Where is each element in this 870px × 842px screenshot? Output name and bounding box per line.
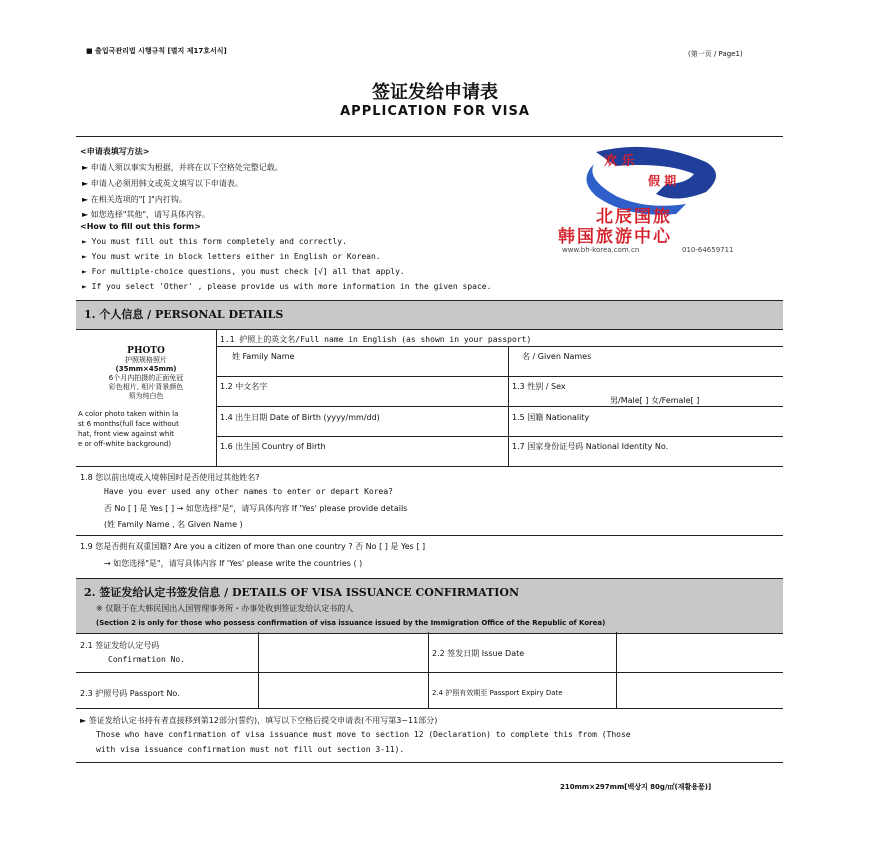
divider: [76, 708, 783, 709]
nationality-field[interactable]: 1.5 国籍 Nationality: [512, 413, 590, 422]
instruction-item: ► 申请人必须用韩文或英文填写以下申请表。: [82, 179, 243, 188]
divider: [258, 632, 259, 708]
instruction-item: ► 在相关选项的"[ ]"内打钩。: [82, 195, 187, 204]
photo-instruction: 6个月内拍摄的正面免冠: [108, 374, 184, 382]
section2-footer-cn: ► 签证发给认定书持有者直接移到第12部分(誓约)，填写以下空格后提交申请表(不用写第3~11部分): [80, 716, 438, 725]
logo-url: www.bh-korea.com.cn: [562, 246, 640, 254]
logo-phone: 010-64659711: [682, 246, 734, 254]
family-name-field[interactable]: 姓 Family Name: [232, 352, 295, 361]
photo-instruction: hat, front view against whit: [78, 430, 175, 438]
question-1-8-details[interactable]: (姓 Family Name , 名 Given Name ): [104, 520, 243, 529]
logo-line1b: 假 期: [648, 174, 677, 188]
section2-title: 2. 签证发给认定书签发信息 / DETAILS OF VISA ISSUANCE CONFIRMATION: [84, 586, 520, 599]
question-1-8-options[interactable]: 否 No [ ] 是 Yes [ ] → 如您选择"是"，请写具体内容 If 'Yes' please provide details: [104, 504, 408, 513]
photo-box: [76, 346, 216, 449]
divider: [76, 466, 783, 467]
title-chinese: 签证发给申请表: [372, 82, 498, 103]
question-1-9-details[interactable]: → 如您选择"是"，请写具体内容 If 'Yes' please write the countries ( ): [104, 559, 363, 568]
sex-label: 1.3 性别 / Sex: [512, 382, 566, 391]
logo-line1: 欢 乐: [604, 154, 635, 169]
sex-options[interactable]: 男/Male[ ] 女/Female[ ]: [610, 396, 700, 405]
divider: [76, 136, 783, 137]
divider: [216, 376, 783, 377]
section2-note-en: (Section 2 is only for those who possess confirmation of visa issuance issued by the Immigration Office of the Republic of Korea): [96, 619, 606, 627]
instruction-item: ► 申请人须以事实为根据，并将在以下空格处完整记载。: [82, 163, 283, 172]
passport-expiry-label: 2.4 护照有效期至 Passport Expiry Date: [432, 689, 563, 697]
divider: [76, 762, 783, 763]
instruction-item: ► If you select 'Other' , please provide us with more information in the given space.: [82, 282, 492, 291]
instruction-item: ► For multiple-choice questions, you must check [√] all that apply.: [82, 267, 405, 276]
field-1-1-label: 1.1 护照上的英文名/Full name in English (as shown in your passport): [220, 335, 532, 344]
passport-no-input[interactable]: [260, 674, 426, 706]
issue-date-input[interactable]: [618, 634, 782, 670]
divider: [616, 632, 617, 708]
instructions-heading-cn: <申请表填写方法>: [80, 147, 150, 156]
title-english: APPLICATION FOR VISA: [340, 104, 530, 119]
chinese-name-field[interactable]: 1.2 中文名字: [220, 382, 268, 391]
divider: [216, 436, 783, 437]
confirmation-no-label-cn: 2.1 签证发给认定号码: [80, 641, 160, 650]
instruction-item: ► 如您选择"其他"，请写具体内容。: [82, 210, 211, 219]
question-1-8: 1.8 您以前出境或入境韩国时是否使用过其他姓名?: [80, 473, 260, 482]
form-reference-note: ■ 출입국관리법 시행규칙 [별지 제17호서식]: [86, 47, 227, 55]
divider: [216, 346, 783, 347]
question-1-8-en: Have you ever used any other names to enter or depart Korea?: [104, 487, 393, 496]
photo-instruction: 须为纯白色: [128, 392, 164, 400]
section1-title: 1. 个人信息 / PERSONAL DETAILS: [84, 308, 284, 321]
passport-no-label: 2.3 护照号码 Passport No.: [80, 689, 180, 698]
confirmation-no-label-en: Confirmation No.: [108, 655, 186, 664]
country-of-birth-field[interactable]: 1.6 出生国 Country of Birth: [220, 442, 326, 451]
divider: [76, 535, 783, 536]
logo-line2: 北辰国旅: [596, 207, 672, 227]
paper-spec: 210mm×297mm[백상지 80g/㎡(재활용품)]: [560, 783, 712, 791]
photo-instruction: A color photo taken within la: [78, 410, 179, 418]
given-names-field[interactable]: 名 / Given Names: [522, 352, 592, 361]
page-label: (第一页 / Page1): [688, 50, 743, 58]
section2-note-cn: ※ 仅限于在大韩民国出入国管理事务所・办事处收到签证发给认定书的人: [96, 604, 354, 613]
divider: [428, 632, 429, 708]
divider: [216, 329, 217, 466]
section1-header: [76, 300, 783, 330]
logo-line3: 韩国旅游中心: [558, 227, 672, 247]
divider: [216, 406, 783, 407]
photo-label: PHOTO: [127, 346, 165, 356]
section2-footer-en: Those who have confirmation of visa issuance must move to section 12 (Declaration) to complete this from (Those: [96, 730, 631, 739]
section2-footer-en: with visa issuance confirmation must not fill out section 3-11).: [96, 745, 405, 754]
issue-date-label: 2.2 签发日期 Issue Date: [432, 649, 525, 658]
section2-header: [76, 578, 783, 634]
photo-instruction: 护照规格照片: [125, 356, 167, 364]
instruction-item: ► You must write in block letters either in English or Korean.: [82, 252, 381, 261]
national-id-field[interactable]: 1.7 国家身份证号码 National Identity No.: [512, 442, 669, 451]
date-of-birth-field[interactable]: 1.4 出生日期 Date of Birth (yyyy/mm/dd): [220, 413, 380, 422]
photo-size: (35mm×45mm): [115, 365, 177, 373]
agency-logo: [556, 144, 756, 259]
divider: [76, 672, 783, 673]
confirmation-no-input[interactable]: [260, 634, 426, 670]
photo-instruction: 彩色相片, 相片背景颜色: [108, 383, 184, 391]
photo-instruction: st 6 months(full face without: [78, 420, 179, 428]
instructions-heading-en: <How to fill out this form>: [80, 222, 201, 231]
instruction-item: ► You must fill out this form completely and correctly.: [82, 237, 347, 246]
photo-instruction: e or off-white background): [78, 440, 172, 448]
question-1-9[interactable]: 1.9 您是否拥有双重国籍? Are you a citizen of more than one country ? 否 No [ ] 是 Yes [ ]: [80, 542, 426, 551]
passport-expiry-input[interactable]: [618, 674, 782, 706]
